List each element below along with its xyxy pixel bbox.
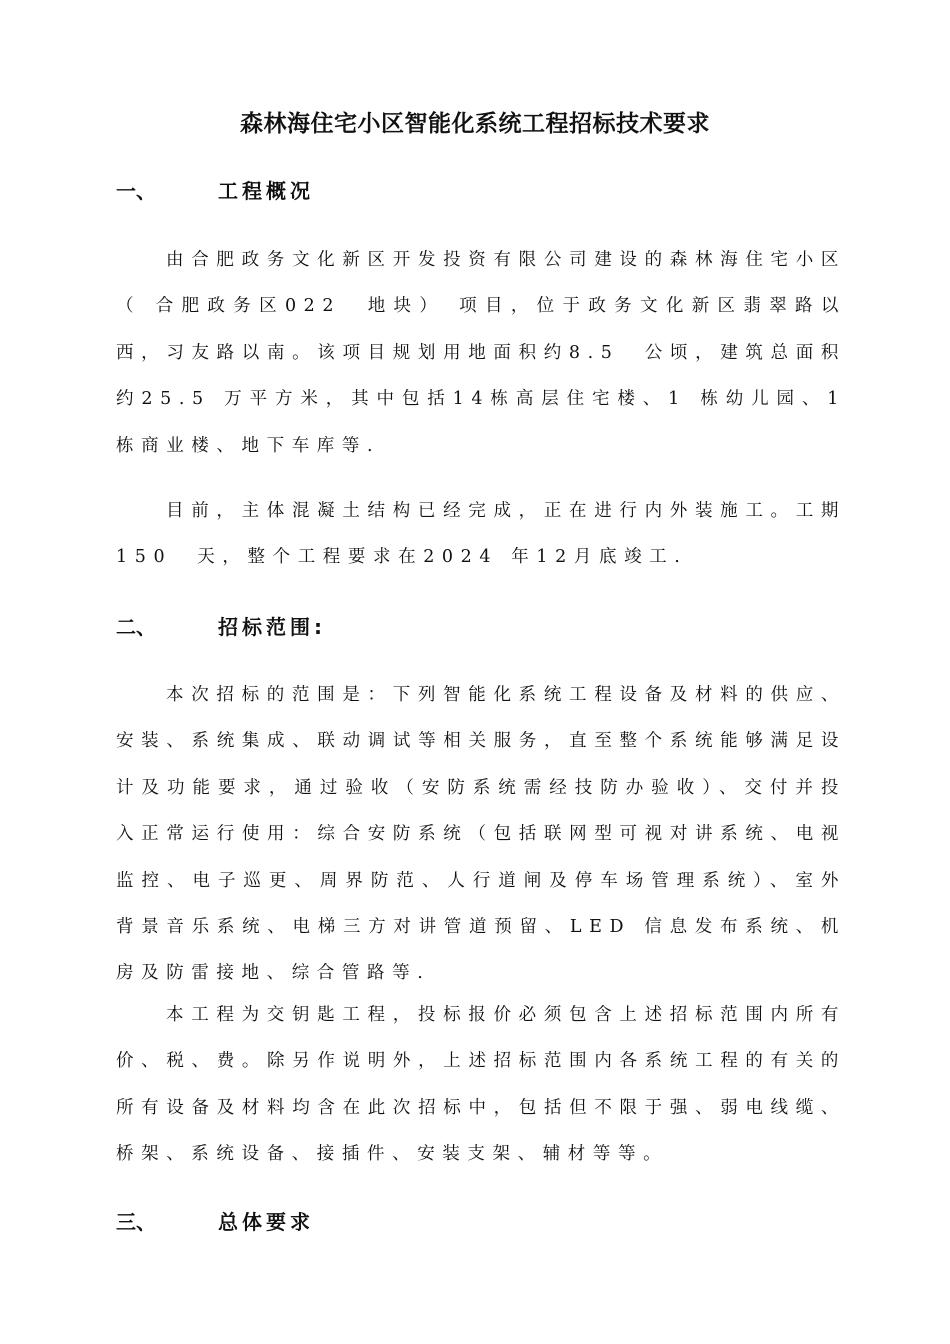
section-heading-1 [116, 173, 314, 209]
section-title: 总体要求 [218, 1210, 314, 1234]
paragraph: 本次招标的范围是：下列智能化系统工程设备及材料的供应、安装、系统集成、联动调试等相关服务，直至整个系统能够满足设计及功能要求，通过验收（安防系统需经技防办验收）、交付并投入正常运行使用：综合安防系统（包括联网型可视对讲系统、电视监控、电子巡更、周界防范、人行道闸及停车场管理系统）、室外背景音乐系统、电梯三方对讲管道预留、LED 信息发布系统、机房及防雷接地、综合管路等. [116, 685, 846, 984]
section-number: 三、 [116, 1210, 156, 1234]
paragraph: 本工程为交钥匙工程，投标报价必须包含上述招标范围内所有价、税、费。除另作说明外，上述招标范围内各系统工程的有关的所有设备及材料均含在此次招标中，包括但不限于强、弱电线缆、桥架、系统设备、接插件、安装支架、辅材等等。 [116, 1005, 846, 1165]
paragraph: 目前，主体混凝土结构已经完成，正在进行内外装施工。工期150 天，整个工程要求在2024 年12月底竣工. [116, 501, 846, 568]
section-heading-2 [116, 609, 326, 645]
paragraph: 由合肥政务文化新区开发投资有限公司建设的森林海住宅小区（ 合肥政务区022 地块） 项目，位于政务文化新区翡翠路以西，习友路以南。该项目规划用地面积约8.5 公顷，建筑总面积约25.5 万平方米，其中包括14栋高层住宅楼、1 栋幼儿园、1 栋商业楼、地下车库等. [116, 250, 846, 456]
section-title: 招标范围: [218, 615, 326, 639]
section-number: 一、 [116, 179, 156, 203]
section-heading-3 [116, 1204, 314, 1240]
section-title: 工程概况 [218, 179, 314, 203]
section-number: 二、 [116, 615, 156, 639]
document-title: 森林海住宅小区智能化系统工程招标技术要求 [240, 111, 710, 137]
